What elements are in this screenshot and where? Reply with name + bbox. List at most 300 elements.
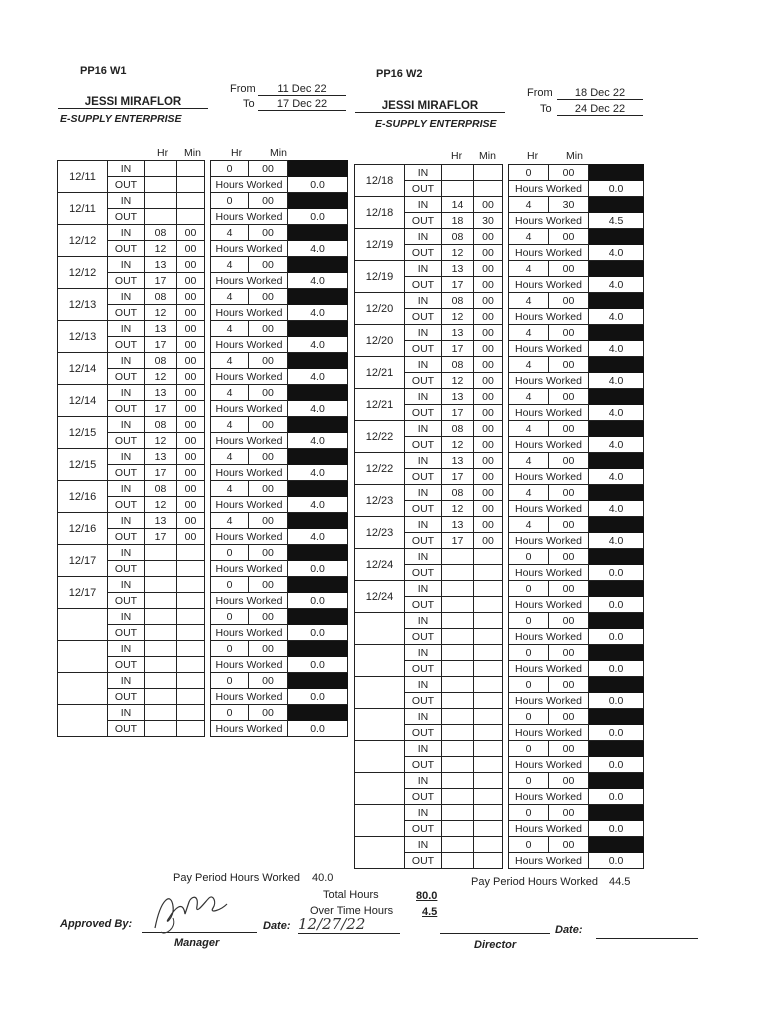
total-hour-cell: 4 (509, 325, 549, 341)
out-hour-cell (145, 593, 177, 609)
hours-worked-value: 0.0 (589, 661, 644, 677)
out-minute-cell: 00 (474, 277, 503, 293)
total-minute-cell: 00 (549, 773, 589, 789)
total-hour-cell: 4 (509, 485, 549, 501)
in-minute-cell (177, 705, 205, 721)
hours-worked-label: Hours Worked (509, 757, 589, 773)
blacked-out-cell (589, 389, 644, 405)
table-row (58, 513, 348, 529)
out-label: OUT (108, 465, 145, 481)
in-hour-cell: 13 (442, 517, 474, 533)
total-minute-cell: 00 (549, 517, 589, 533)
blacked-out-cell (589, 677, 644, 693)
in-label: IN (405, 677, 442, 693)
hours-worked-value: 0.0 (589, 181, 644, 197)
table-row (355, 197, 644, 213)
in-label: IN (405, 645, 442, 661)
row-date (355, 645, 405, 677)
row-date: 12/16 (58, 513, 108, 545)
total-hour-cell: 0 (509, 741, 549, 757)
total-minute-cell: 00 (549, 357, 589, 373)
row-date (58, 673, 108, 705)
out-hour-cell (442, 757, 474, 773)
total-hours-value: 80.0 (416, 890, 438, 902)
table-row (355, 357, 644, 373)
out-minute-cell: 00 (177, 273, 205, 289)
hours-worked-label: Hours Worked (509, 629, 589, 645)
in-minute-cell (177, 545, 205, 561)
out-minute-cell (474, 597, 503, 613)
out-minute-cell: 00 (177, 465, 205, 481)
hours-worked-value: 4.0 (589, 533, 644, 549)
week1-pay-period-value: 40.0 (312, 872, 334, 884)
out-hour-cell: 12 (442, 373, 474, 389)
blacked-out-cell (589, 645, 644, 661)
out-minute-cell: 00 (177, 369, 205, 385)
total-hour-cell: 4 (211, 385, 249, 401)
out-label: OUT (405, 373, 442, 389)
week2-title: PP16 W2 (376, 68, 423, 80)
out-minute-cell (474, 725, 503, 741)
hours-worked-value: 4.0 (288, 241, 348, 257)
out-label: OUT (405, 661, 442, 677)
total-minute-cell: 00 (249, 289, 288, 305)
week1-timesheet-table (57, 160, 348, 737)
total-hour-cell: 0 (509, 645, 549, 661)
manager-signature (143, 888, 238, 938)
out-hour-cell: 12 (145, 241, 177, 257)
table-row (58, 577, 348, 593)
hours-worked-label: Hours Worked (211, 241, 288, 257)
in-minute-cell (474, 837, 503, 853)
in-minute-cell: 00 (177, 257, 205, 273)
total-minute-cell: 00 (249, 577, 288, 593)
in-hour-cell (145, 705, 177, 721)
hours-worked-label: Hours Worked (211, 337, 288, 353)
out-minute-cell: 00 (177, 401, 205, 417)
hours-worked-label: Hours Worked (509, 373, 589, 389)
blacked-out-cell (589, 581, 644, 597)
hours-worked-label: Hours Worked (211, 369, 288, 385)
director-date-label: Date: (555, 924, 583, 936)
out-hour-cell (145, 689, 177, 705)
total-hour-cell: 4 (509, 421, 549, 437)
out-label: OUT (108, 273, 145, 289)
row-date: 12/13 (58, 289, 108, 321)
week1-col-hr2: Hr (231, 147, 243, 159)
week2-col-hr2: Hr (527, 150, 539, 162)
in-hour-cell: 13 (442, 325, 474, 341)
hours-worked-label: Hours Worked (509, 565, 589, 581)
in-label: IN (108, 513, 145, 529)
total-minute-cell: 00 (549, 613, 589, 629)
blacked-out-cell (288, 193, 348, 209)
out-hour-cell (145, 721, 177, 737)
blacked-out-cell (589, 549, 644, 565)
week1-pay-period-label: Pay Period Hours Worked (173, 872, 300, 884)
table-row (58, 417, 348, 433)
hours-worked-value: 0.0 (589, 693, 644, 709)
in-label: IN (108, 673, 145, 689)
in-hour-cell: 08 (442, 293, 474, 309)
in-label: IN (108, 257, 145, 273)
row-date: 12/18 (355, 197, 405, 229)
in-minute-cell: 00 (474, 293, 503, 309)
out-hour-cell (442, 725, 474, 741)
total-hour-cell: 4 (509, 517, 549, 533)
total-hour-cell: 4 (211, 225, 249, 241)
row-date: 12/17 (58, 577, 108, 609)
hours-worked-value: 0.0 (589, 757, 644, 773)
week1-to-label: To (243, 98, 255, 110)
blacked-out-cell (288, 353, 348, 369)
table-row (58, 289, 348, 305)
out-minute-cell: 30 (474, 213, 503, 229)
out-minute-cell (177, 657, 205, 673)
week2-pay-period-value: 44.5 (609, 876, 631, 888)
total-hour-cell: 4 (509, 453, 549, 469)
in-label: IN (108, 289, 145, 305)
in-hour-cell (442, 709, 474, 725)
row-date: 12/14 (58, 385, 108, 417)
blacked-out-cell (589, 837, 644, 853)
hours-worked-value: 4.0 (288, 497, 348, 513)
blacked-out-cell (589, 357, 644, 373)
out-minute-cell: 00 (474, 405, 503, 421)
out-label: OUT (108, 209, 145, 225)
hours-worked-value: 4.0 (288, 529, 348, 545)
total-hour-cell: 0 (211, 705, 249, 721)
in-minute-cell: 00 (474, 229, 503, 245)
total-hour-cell: 0 (211, 609, 249, 625)
total-hour-cell: 0 (509, 165, 549, 181)
hours-worked-label: Hours Worked (509, 245, 589, 261)
blacked-out-cell (288, 289, 348, 305)
total-hour-cell: 0 (509, 837, 549, 853)
out-minute-cell: 00 (177, 337, 205, 353)
out-minute-cell (474, 661, 503, 677)
hours-worked-value: 0.0 (589, 789, 644, 805)
total-minute-cell: 00 (249, 385, 288, 401)
row-date: 12/18 (355, 165, 405, 197)
hours-worked-value: 4.0 (288, 337, 348, 353)
row-date: 12/15 (58, 417, 108, 449)
in-label: IN (405, 389, 442, 405)
out-label: OUT (405, 245, 442, 261)
out-hour-cell: 17 (442, 469, 474, 485)
in-hour-cell: 08 (145, 225, 177, 241)
in-hour-cell: 08 (145, 417, 177, 433)
hours-worked-label: Hours Worked (509, 789, 589, 805)
out-label: OUT (108, 593, 145, 609)
out-hour-cell (442, 853, 474, 869)
in-hour-cell: 13 (145, 385, 177, 401)
out-label: OUT (405, 629, 442, 645)
in-minute-cell: 00 (474, 357, 503, 373)
row-date (58, 641, 108, 673)
in-hour-cell (442, 805, 474, 821)
total-hour-cell: 4 (211, 513, 249, 529)
in-label: IN (108, 225, 145, 241)
total-minute-cell: 00 (549, 389, 589, 405)
in-label: IN (405, 229, 442, 245)
in-label: IN (108, 577, 145, 593)
out-minute-cell: 00 (474, 245, 503, 261)
in-hour-cell: 08 (442, 421, 474, 437)
row-date: 12/20 (355, 325, 405, 357)
in-minute-cell (474, 805, 503, 821)
blacked-out-cell (288, 609, 348, 625)
hours-worked-value: 0.0 (589, 725, 644, 741)
row-date (58, 609, 108, 641)
in-minute-cell: 00 (474, 389, 503, 405)
in-hour-cell (442, 549, 474, 565)
total-hour-cell: 0 (211, 193, 249, 209)
row-date: 12/13 (58, 321, 108, 353)
row-date (355, 741, 405, 773)
in-label: IN (108, 385, 145, 401)
out-hour-cell: 12 (145, 497, 177, 513)
hours-worked-label: Hours Worked (509, 597, 589, 613)
hours-worked-label: Hours Worked (509, 341, 589, 357)
out-label: OUT (405, 309, 442, 325)
blacked-out-cell (589, 197, 644, 213)
total-hour-cell: 0 (211, 545, 249, 561)
week1-col-hr: Hr (157, 147, 169, 159)
out-label: OUT (405, 469, 442, 485)
row-date: 12/14 (58, 353, 108, 385)
hours-worked-value: 4.0 (288, 465, 348, 481)
out-minute-cell (474, 821, 503, 837)
hours-worked-label: Hours Worked (509, 309, 589, 325)
table-row (355, 165, 644, 181)
hours-worked-value: 4.0 (589, 405, 644, 421)
in-label: IN (108, 417, 145, 433)
in-label: IN (108, 193, 145, 209)
table-row (355, 453, 644, 469)
out-minute-cell (474, 757, 503, 773)
out-hour-cell (442, 181, 474, 197)
total-minute-cell: 00 (549, 293, 589, 309)
in-minute-cell: 00 (177, 289, 205, 305)
blacked-out-cell (589, 741, 644, 757)
overtime-hours-value: 4.5 (422, 906, 438, 918)
hours-worked-label: Hours Worked (509, 181, 589, 197)
out-label: OUT (405, 789, 442, 805)
out-hour-cell (145, 561, 177, 577)
out-minute-cell: 00 (474, 469, 503, 485)
in-minute-cell (177, 673, 205, 689)
out-hour-cell: 12 (145, 305, 177, 321)
out-label: OUT (405, 565, 442, 581)
in-label: IN (405, 421, 442, 437)
hours-worked-label: Hours Worked (211, 209, 288, 225)
row-date: 12/15 (58, 449, 108, 481)
total-minute-cell: 00 (549, 645, 589, 661)
blacked-out-cell (288, 577, 348, 593)
row-date: 12/22 (355, 453, 405, 485)
table-row (58, 641, 348, 657)
in-hour-cell (145, 161, 177, 177)
row-date (355, 613, 405, 645)
total-minute-cell: 00 (249, 545, 288, 561)
row-date (355, 709, 405, 741)
out-hour-cell: 17 (442, 277, 474, 293)
out-label: OUT (405, 437, 442, 453)
out-label: OUT (405, 213, 442, 229)
total-minute-cell: 00 (249, 481, 288, 497)
total-minute-cell: 00 (249, 257, 288, 273)
table-row (355, 293, 644, 309)
in-minute-cell: 00 (474, 453, 503, 469)
out-minute-cell: 00 (474, 533, 503, 549)
blacked-out-cell (589, 805, 644, 821)
total-hour-cell: 0 (211, 161, 249, 177)
row-date: 12/21 (355, 389, 405, 421)
total-minute-cell: 00 (549, 453, 589, 469)
row-date: 12/23 (355, 517, 405, 549)
hours-worked-label: Hours Worked (509, 693, 589, 709)
total-hour-cell: 4 (211, 481, 249, 497)
week1-from-label: From (230, 83, 256, 95)
hours-worked-value: 0.0 (288, 721, 348, 737)
out-minute-cell (474, 693, 503, 709)
hours-worked-value: 0.0 (288, 625, 348, 641)
in-label: IN (108, 705, 145, 721)
week2-from-label: From (527, 87, 553, 99)
out-label: OUT (405, 181, 442, 197)
in-hour-cell: 08 (145, 353, 177, 369)
out-label: OUT (405, 597, 442, 613)
week2-col-min2: Min (566, 150, 583, 162)
hours-worked-label: Hours Worked (211, 625, 288, 641)
week1-to-date: 17 Dec 22 (258, 98, 346, 111)
out-label: OUT (405, 341, 442, 357)
week2-col-hr: Hr (451, 150, 463, 162)
out-hour-cell: 17 (145, 337, 177, 353)
out-label: OUT (108, 625, 145, 641)
row-date (355, 805, 405, 837)
in-minute-cell (474, 165, 503, 181)
out-label: OUT (108, 721, 145, 737)
hours-worked-value: 4.0 (589, 245, 644, 261)
week1-employee-name: JESSI MIRAFLOR (58, 96, 208, 109)
in-label: IN (108, 449, 145, 465)
table-row (58, 609, 348, 625)
out-minute-cell: 00 (474, 437, 503, 453)
out-hour-cell: 12 (145, 433, 177, 449)
out-hour-cell (145, 177, 177, 193)
out-hour-cell: 18 (442, 213, 474, 229)
hours-worked-value: 0.0 (589, 629, 644, 645)
hours-worked-label: Hours Worked (509, 533, 589, 549)
blacked-out-cell (589, 517, 644, 533)
table-row (58, 161, 348, 177)
hours-worked-value: 4.0 (589, 341, 644, 357)
blacked-out-cell (589, 773, 644, 789)
total-minute-cell: 00 (549, 709, 589, 725)
week1-company: E-SUPPLY ENTERPRISE (60, 113, 182, 125)
in-minute-cell: 00 (177, 417, 205, 433)
total-minute-cell: 00 (549, 837, 589, 853)
table-row (58, 257, 348, 273)
hours-worked-label: Hours Worked (211, 689, 288, 705)
hours-worked-label: Hours Worked (211, 177, 288, 193)
blacked-out-cell (589, 165, 644, 181)
in-minute-cell: 00 (177, 225, 205, 241)
hours-worked-label: Hours Worked (509, 501, 589, 517)
out-label: OUT (405, 693, 442, 709)
in-hour-cell: 08 (145, 289, 177, 305)
total-hour-cell: 4 (211, 353, 249, 369)
in-minute-cell (177, 193, 205, 209)
out-label: OUT (108, 401, 145, 417)
out-minute-cell (474, 565, 503, 581)
out-label: OUT (108, 561, 145, 577)
out-minute-cell: 00 (177, 241, 205, 257)
in-hour-cell (145, 673, 177, 689)
in-label: IN (108, 161, 145, 177)
in-label: IN (405, 741, 442, 757)
in-label: IN (405, 773, 442, 789)
out-minute-cell (474, 629, 503, 645)
blacked-out-cell (288, 321, 348, 337)
in-label: IN (108, 545, 145, 561)
in-hour-cell (145, 577, 177, 593)
hours-worked-label: Hours Worked (509, 277, 589, 293)
blacked-out-cell (288, 385, 348, 401)
week2-col-min: Min (479, 150, 496, 162)
out-label: OUT (108, 689, 145, 705)
blacked-out-cell (589, 709, 644, 725)
table-row (355, 581, 644, 597)
table-row (355, 837, 644, 853)
in-hour-cell (442, 645, 474, 661)
out-label: OUT (405, 277, 442, 293)
hours-worked-value: 0.0 (589, 597, 644, 613)
in-hour-cell: 13 (442, 453, 474, 469)
table-row (58, 225, 348, 241)
total-hours-label: Total Hours (323, 889, 379, 901)
total-minute-cell: 00 (549, 549, 589, 565)
hours-worked-value: 4.0 (589, 437, 644, 453)
row-date (355, 837, 405, 869)
row-date: 12/12 (58, 257, 108, 289)
row-date: 12/11 (58, 193, 108, 225)
week2-to-label: To (540, 103, 552, 115)
total-hour-cell: 0 (509, 613, 549, 629)
hours-worked-value: 0.0 (589, 821, 644, 837)
in-minute-cell: 00 (474, 485, 503, 501)
week2-company: E-SUPPLY ENTERPRISE (375, 118, 497, 130)
in-minute-cell (474, 741, 503, 757)
in-label: IN (405, 261, 442, 277)
hours-worked-value: 4.0 (589, 309, 644, 325)
hours-worked-value: 4.0 (288, 433, 348, 449)
row-date (58, 705, 108, 737)
hours-worked-value: 0.0 (288, 561, 348, 577)
in-hour-cell (442, 741, 474, 757)
out-hour-cell (145, 209, 177, 225)
in-minute-cell: 00 (474, 197, 503, 213)
in-minute-cell (474, 773, 503, 789)
out-minute-cell (474, 789, 503, 805)
out-label: OUT (108, 369, 145, 385)
week2-employee-name: JESSI MIRAFLOR (355, 100, 505, 113)
week1-col-min: Min (184, 147, 201, 159)
blacked-out-cell (288, 513, 348, 529)
in-label: IN (405, 325, 442, 341)
